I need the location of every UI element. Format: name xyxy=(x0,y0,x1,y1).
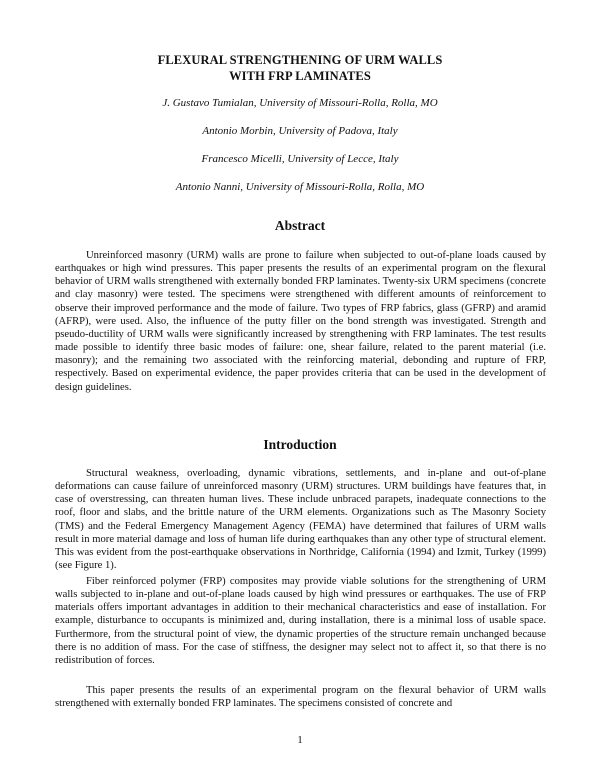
author-1: J. Gustavo Tumialan, University of Missouri-Rolla, Rolla, MO xyxy=(162,97,438,109)
introduction-paragraph-2: Fiber reinforced polymer (FRP) composites may provide viable solutions for the strengthening of URM walls subjected to in-plane and out-of-plane loads caused by high wind pressures or earthquakes. The use of FRP materials offers important advantages in addition to their mechanical characteristics and ease of installation. For example, disturbance to occupants is minimized and, during installation, there is a minimal loss of usable space. Furthermore, from the structural point of view, the dynamic properties of the structure remain unchanged because there is no addition of mass. For the case of stiffness, the designer may select not to affect it, so that there is no redistribution of forces. xyxy=(55,576,546,666)
author-2: Antonio Morbin, University of Padova, Italy xyxy=(202,125,398,137)
author-4: Antonio Nanni, University of Missouri-Rolla, Rolla, MO xyxy=(175,181,425,193)
abstract-paragraph: Unreinforced masonry (URM) walls are prone to failure when subjected to out-of-plane loads caused by earthquakes or high wind pressures. This paper presents the results of an experimental program on the flexural behavior of URM walls strengthened with externally bonded FRP laminates. Twenty-six URM specimens (concrete and clay masonry) were tested. The specimens were strengthened with different amounts of reinforcement to observe their improved performance and the mode of failure. Two types of FRP fabrics, glass (GFRP) and aramid (AFRP), were used. Also, the influence of the putty filler on the bond strength was investigated. Strength and pseudo-ductility of URM walls were significantly increased by strengthening with FRP laminates. The test results made possible to identify three basic modes of failure: one, shear failure, related to the parent material (i.e. masonry); and the remaining two associated with the reinforcing material, debonding and rupture of FRP, respectively. Based on experimental evidence, the paper provides criteria that can be used in the development of design guidelines. xyxy=(55,250,546,393)
title-line-2: WITH FRP LAMINATES xyxy=(229,69,371,83)
abstract-heading: Abstract xyxy=(274,218,326,233)
title-line-1: FLEXURAL STRENGTHENING OF URM WALLS xyxy=(157,53,443,67)
introduction-heading: Introduction xyxy=(263,437,337,452)
author-3: Francesco Micelli, University of Lecce, Italy xyxy=(201,153,399,165)
page-number: 1 xyxy=(297,734,303,746)
paper-title xyxy=(0,52,600,84)
introduction-paragraph-1: Structural weakness, overloading, dynamic vibrations, settlements, and in-plane and out-of-plane deformations can cause failure of unreinforced masonry (URM) structures. URM buildings have features that, in case of overstressing, can threaten human lives. These include unbraced parapets, inadequate connections to the roof, floor and slabs, and the brittle nature of the URM elements. Organizations such as The Masonry Society (TMS) and the Federal Emergency Management Agency (FEMA) have determined that failures of URM walls result in more material damage and loss of human life during earthquakes than any other type of structural element. This was evident from the post-earthquake observations in Northridge, California (1994) and Izmit, Turkey (1999) (see Figure 1). xyxy=(55,468,546,572)
introduction-paragraph-3: This paper presents the results of an experimental program on the flexural behavior of URM walls strengthened with externally bonded FRP laminates. The specimens consisted of concrete and xyxy=(55,685,546,710)
